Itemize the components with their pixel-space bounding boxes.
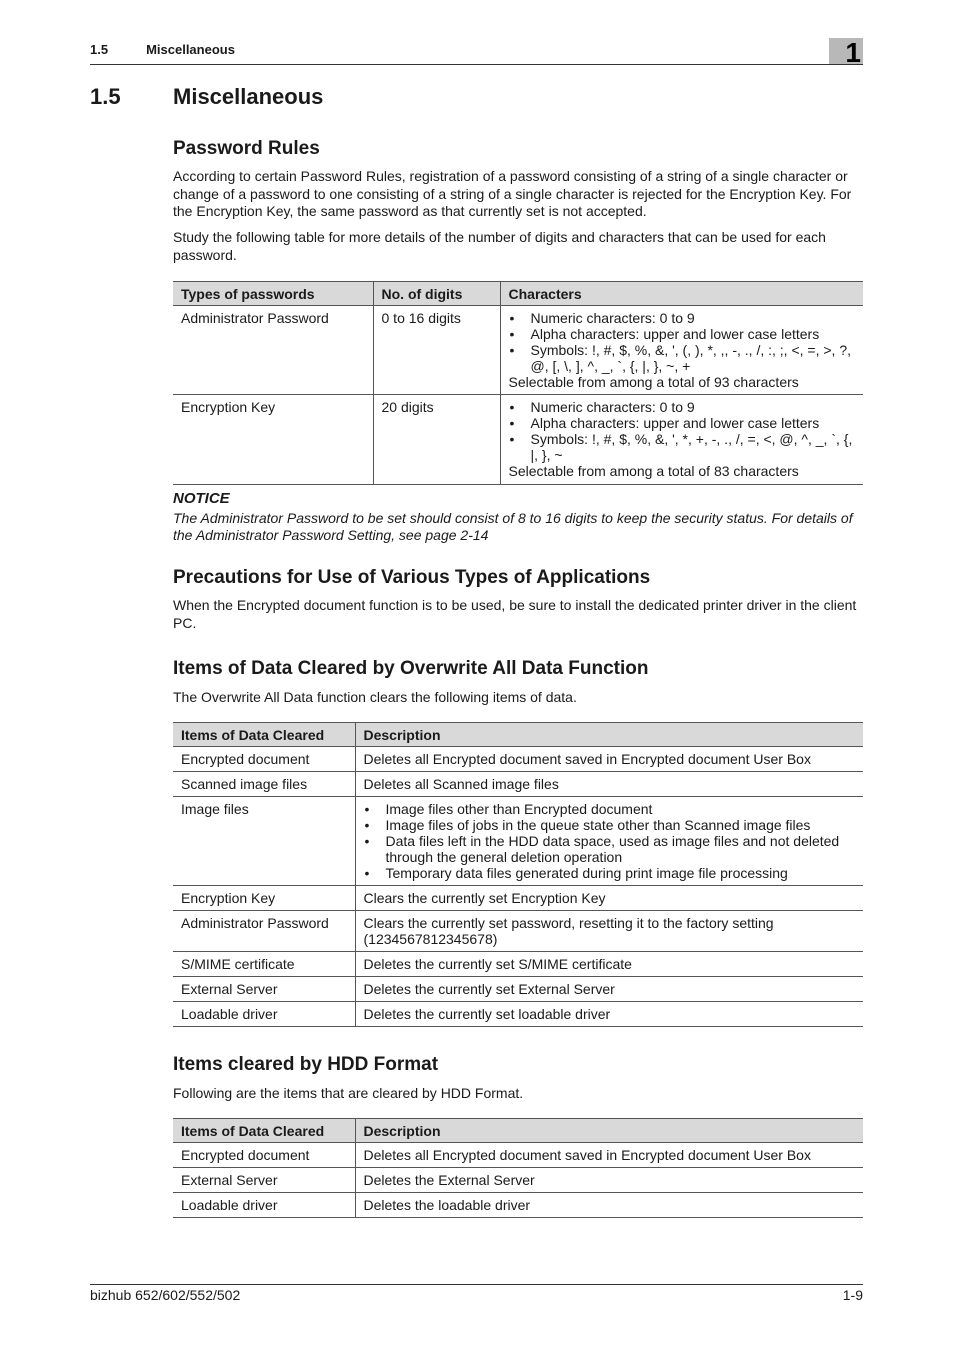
description-cell: Deletes the currently set loadable driver [355,1002,863,1027]
footer-rule [90,1284,863,1285]
table-row [173,977,863,1002]
password-rules-heading: Password Rules [173,138,320,159]
header-rule [90,64,863,65]
table-row [173,952,863,977]
description-cell: Deletes the currently set External Server [355,977,863,1002]
table-row [173,1193,863,1218]
section-title: Miscellaneous [173,84,324,109]
notice-text: The Administrator Password to be set should consist of 8 to 16 digits to keep the security status. For details of the Administrator Password Setting, see page 2-14 [173,510,853,543]
list-item: • Temporary data files generated during print image file processing [364,865,856,881]
hdd-format-heading: Items cleared by HDD Format [173,1054,439,1075]
description-cell: Clears the currently set Encryption Key [355,886,863,911]
table-row [173,395,863,485]
hdd-format-para: Following are the items that are cleared by HDD Format. [173,1085,524,1101]
list-item: • Alpha characters: upper and lower case letters [509,415,856,431]
section-heading [90,84,323,110]
overwrite-para: The Overwrite All Data function clears the following items of data. [173,689,577,705]
item-cell: S/MIME certificate [173,952,355,977]
description-cell [355,797,863,886]
characters-cell [500,306,863,395]
item-cell: Encrypted document [173,1143,355,1168]
characters-total-note: Selectable from among a total of 83 characters [508,463,799,479]
password-rules-para1: According to certain Password Rules, registration of a password consisting of a string of a single character or change of a password to one consisting of a string of a single character is rejected for the Encryption Key. For the Encryption Key, the same password as that currently set is not accepted. [173,168,852,219]
description-cell: Deletes all Encrypted document saved in Encrypted document User Box [355,747,863,772]
list-item: • Alpha characters: upper and lower case letters [509,326,856,342]
table-row [173,1002,863,1027]
list-item: • Symbols: !, #, $, %, &, ', *, +, -, ., /, =, <, @, ^, _, `, {, |, }, ~ [509,431,856,463]
list-item: • Image files of jobs in the queue state other than Scanned image files [364,817,856,833]
column-header: No. of digits [373,282,500,306]
list-item: • Numeric characters: 0 to 9 [509,399,856,415]
footer-model: bizhub 652/602/552/502 [90,1287,241,1303]
table-row [173,886,863,911]
column-header: Description [355,1119,863,1143]
list-item: • Image files other than Encrypted document [364,801,856,817]
password-type-cell: Encryption Key [173,395,373,485]
characters-cell [500,395,863,485]
column-header: Items of Data Cleared [173,723,355,747]
item-cell: Image files [173,797,355,886]
list-item: • Symbols: !, #, $, %, &, ', (, ), *, ,, -, ., /, :, ;, <, =, >, ?, @, [, \, ], ^, _, `, {, |, }, ~, + [509,342,856,374]
description-cell: Deletes the loadable driver [355,1193,863,1218]
item-cell: External Server [173,977,355,1002]
notice-title: NOTICE [173,490,230,507]
column-header: Characters [500,282,863,306]
header-section-title: Miscellaneous [146,42,235,57]
table-row [173,306,863,395]
item-cell: Loadable driver [173,1193,355,1218]
table-row [173,772,863,797]
list-item: • Data files left in the HDD data space, used as image files and not deleted through the general deletion operation [364,833,856,865]
overwrite-heading: Items of Data Cleared by Overwrite All Data Function [173,658,649,679]
list-item: • Numeric characters: 0 to 9 [509,310,856,326]
password-type-cell: Administrator Password [173,306,373,395]
chapter-number: 1 [845,37,861,68]
column-header: Types of passwords [173,282,373,306]
hdd-format-table [173,1118,863,1218]
item-cell: Administrator Password [173,911,355,952]
table-row [173,1168,863,1193]
running-header [90,42,235,57]
table-row [173,747,863,772]
table-row [173,1143,863,1168]
description-cell: Clears the currently set password, resetting it to the factory setting (1234567812345678) [355,911,863,952]
overwrite-table [173,722,863,1027]
column-header: Description [355,723,863,747]
footer-page-number: 1-9 [842,1287,863,1303]
precautions-heading: Precautions for Use of Various Types of Applications [173,567,651,588]
description-list [364,801,856,881]
table-header-row [173,723,863,747]
table-header-row [173,282,863,306]
item-cell: Encryption Key [173,886,355,911]
characters-total-note: Selectable from among a total of 93 characters [508,374,799,390]
table-row [173,911,863,952]
description-cell: Deletes the External Server [355,1168,863,1193]
precautions-para: When the Encrypted document function is to be used, be sure to install the dedicated printer driver in the client PC. [173,597,857,631]
header-section-number: 1.5 [90,42,109,57]
item-cell: Encrypted document [173,747,355,772]
item-cell: External Server [173,1168,355,1193]
characters-list [509,310,856,374]
description-cell: Deletes the currently set S/MIME certificate [355,952,863,977]
description-cell: Deletes all Scanned image files [355,772,863,797]
digits-cell: 20 digits [373,395,500,485]
digits-cell: 0 to 16 digits [373,306,500,395]
chapter-number-box [829,37,863,68]
characters-list [509,399,856,463]
table-header-row [173,1119,863,1143]
password-rules-table [173,281,863,485]
column-header: Items of Data Cleared [173,1119,355,1143]
table-row [173,797,863,886]
item-cell: Scanned image files [173,772,355,797]
password-rules-para2: Study the following table for more details of the number of digits and characters that can be used for each password. [173,229,826,263]
description-cell: Deletes all Encrypted document saved in Encrypted document User Box [355,1143,863,1168]
section-number: 1.5 [90,84,121,109]
item-cell: Loadable driver [173,1002,355,1027]
